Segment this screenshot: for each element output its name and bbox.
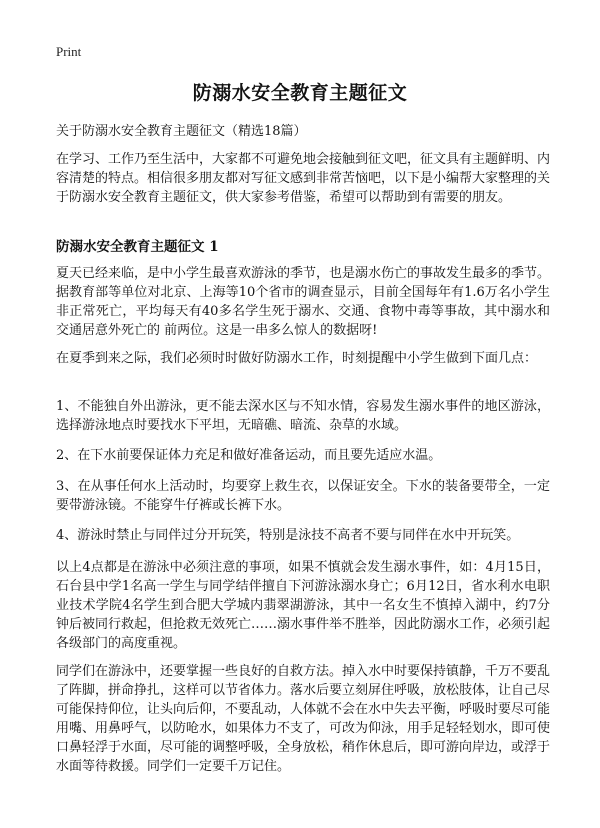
paragraph-4: 2、在下水前要保证体力充足和做好准备运动，而且要先适应水温。: [56, 448, 442, 463]
paragraph-5: 3、在从事任何水上活动时，均要穿上救生衣，以保证安全。下水的装备要带全，一定要带游泳镜。不能穿牛仔裤或长裤下水。: [56, 479, 550, 513]
paragraph-3: 1、不能独自外出游泳，更不能去深水区与不知水情，容易发生溺水事件的地区游泳，选择游泳地点时要找水下平坦，无暗礁、暗流、杂草的水域。: [56, 399, 550, 433]
document-title: 防溺水安全教育主题征文: [192, 82, 408, 104]
paragraph-2: 在夏季到来之际，我们必须时时做好防溺水工作，时刻提醒中小学生做到下面几点：: [56, 351, 538, 366]
document-subtitle: 关于防溺水安全教育主题征文（精选18篇）: [56, 124, 307, 139]
paragraph-6: 4、游泳时禁止与同伴过分开玩笑，特别是泳技不高者不要与同伴在水中开玩笑。: [56, 528, 520, 543]
paragraph-8: 同学们在游泳中，还要掌握一些良好的自救方法。掉入水中时要保持镇静，千万不要乱了阵脚，拼命挣扎，这样可以节省体力。落水后要立刻屏住呼吸，放松肢体，让自己尽可能保持仰位，让头向后仰，不要乱动，人体就不会在水中失去平衡，呼吸时要尽可能用嘴、用鼻呼气，以防呛水，如果体力不支了，可改为仰泳，用手足轻轻划水，即可使口鼻轻浮于水面，尽可能的调整呼吸，全身放松，稍作休息后，即可游向岸边，或浮于水面等待救援。同学们一定要千万记住。: [56, 664, 551, 774]
paragraph-1: 夏天已经来临，是中小学生最喜欢游泳的季节，也是溺水伤亡的事故发生最多的季节。据教育部等单位对北京、上海等10个省市的调查显示，目前全国每年有1.6万名小学生非正常死亡，平均每天有40多名学生死于溺水、交通、食物中毒等事故，其中溺水和交通居意外死亡的 前两位。这是一串多么惊人的数据呀!: [56, 266, 551, 338]
paragraph-7: 以上4点都是在游泳中必须注意的事项，如果不慎就会发生溺水事件，如：4月15日，石台县中学1名高一学生与同学结伴擅自下河游泳溺水身亡；6月12日，省水利水电职业技术学院4名学生到合肥大学城内翡翠湖游泳，其中一名女生不慎掉入湖中，约7分钟后被同行救起，但抢救无效死亡……溺水事件举不胜举，因此防溺水工作，必须引起各级部门的高度重视。: [56, 560, 551, 651]
print-link[interactable]: Print: [56, 44, 82, 59]
section-heading: 防溺水安全教育主题征文 1: [56, 239, 219, 255]
intro-paragraph: 在学习、工作乃至生活中，大家都不可避免地会接触到征文吧，征文具有主题鲜明、内容清楚的特点。相信很多朋友都对写征文感到非常苦恼吧，以下是小编帮大家整理的关于防溺水安全教育主题征文，供大家参考借鉴，希望可以帮助到有需要的朋友。: [56, 152, 551, 205]
